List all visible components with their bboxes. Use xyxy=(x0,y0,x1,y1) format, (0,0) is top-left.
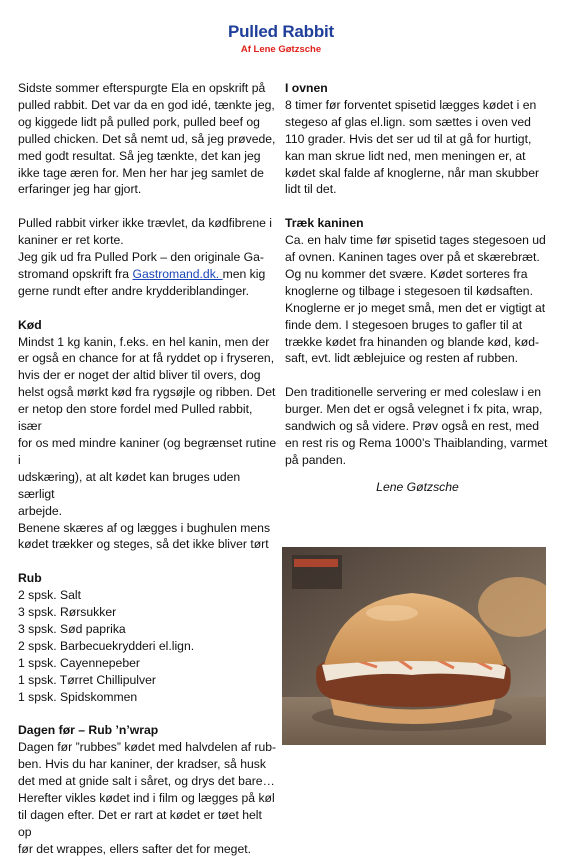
text-line: Knoglerne er jo meget små, men det er vigtigt at xyxy=(285,300,546,315)
text-segment: men kig xyxy=(222,266,266,281)
text-line: kan man skrue lidt ned, men meningen er, at xyxy=(285,148,526,163)
kod-paragraph xyxy=(18,334,278,554)
text-line: hvis der er noget der altid bliver til overs, dog xyxy=(18,368,261,383)
text-line: af ovnen. Kaninen tages over på et skærebræt. xyxy=(285,250,540,265)
text-line: erfaringer jeg har gjort. xyxy=(18,182,142,197)
list-item: 3 spsk. Rørsukker xyxy=(18,605,117,620)
section-heading-kod: Kød xyxy=(18,317,42,332)
text-line: Jeg gik ud fra Pulled Pork – den originale Ga- xyxy=(18,250,264,265)
text-line: på panden. xyxy=(285,452,346,467)
text-line: er også en chance for at få ryddet op i fryseren, xyxy=(18,351,275,366)
text-line: før det wrappes, ellers safter det for meget. xyxy=(18,841,252,856)
text-line: Dagen før ”rubbes” kødet med halvdelen af rub- xyxy=(18,740,277,755)
text-line: Mindst 1 kg kanin, f.eks. en hel kanin, men der xyxy=(18,334,270,349)
list-item: 1 spsk. Spidskommen xyxy=(18,689,138,704)
right-column xyxy=(285,80,550,469)
text-line: en rest ris og Rema 1000’s Thaiblanding, varmet xyxy=(285,436,548,450)
section-heading-ovnen: I ovnen xyxy=(285,81,328,95)
text-line: sandwich og så videre. Prøv også en rest, med xyxy=(285,419,540,434)
text-line: Den traditionelle servering er med coleslaw i en xyxy=(285,385,542,400)
list-item: 3 spsk. Sød paprika xyxy=(18,621,126,636)
text-line: 110 grader. Hvis det ser ud til at gå for hurtigt, xyxy=(285,131,532,146)
author-byline: Af Lene Gøtzsche xyxy=(240,44,322,55)
text-line: finde dem. I stegesoen bruges to gafler til at xyxy=(285,317,523,332)
text-line: helst også mørkt kød fra rygsøjle og ribben. Det xyxy=(18,385,276,400)
text-line: er netop den store fordel med Pulled rabbit, især xyxy=(18,402,253,434)
list-item: 2 spsk. Salt xyxy=(18,588,81,603)
text-line: det med at gnide salt i såret, og drys det bare… xyxy=(18,774,275,789)
list-item: 1 spsk. Tørret Chillipulver xyxy=(18,672,156,687)
text-line: kødet skal falde af knoglerne, når man skubber xyxy=(285,165,540,180)
text-line: pulled chicken. Det så nemt ud, så jeg prøvede, xyxy=(18,131,276,146)
page-title: Pulled Rabbit xyxy=(227,22,335,41)
text-line: Herefter vikles kødet ind i film og lægges på køl xyxy=(18,791,275,805)
text-segment: stromand opskrift fra xyxy=(18,266,133,281)
text-line: lidt til det. xyxy=(285,182,337,197)
text-line: ben. Hvis du har kaniner, der kradser, så husk xyxy=(18,757,266,772)
text-line: gerne rundt efter andre krydderiblandinger. xyxy=(18,283,250,298)
intro-paragraph xyxy=(18,80,278,198)
section-heading-dagen: Dagen før – Rub ’n’wrap xyxy=(18,723,159,738)
list-item: 1 spsk. Cayennepeber xyxy=(18,655,140,670)
dagen-paragraph xyxy=(18,739,278,857)
serving-paragraph xyxy=(285,384,550,469)
fibre-paragraph xyxy=(18,215,278,300)
text-line: kødet trækker og steges, så det ikke bliver tørt xyxy=(18,537,269,552)
text-line-with-link xyxy=(18,266,278,283)
text-line: med godt resultat. Så jeg tænkte, det kan jeg xyxy=(18,148,261,163)
rub-ingredient-list xyxy=(18,587,278,705)
text-line: pulled rabbit. Det var da en god idé, tænkte jeg, xyxy=(18,97,275,112)
traek-paragraph xyxy=(285,232,550,367)
text-line: saft, evt. lidt æblejuice og resten af rubben. xyxy=(285,351,519,366)
text-line: udskæring), at alt kødet kan bruges uden særligt xyxy=(18,469,241,501)
section-heading-rub: Rub xyxy=(18,571,42,586)
gastromand-link[interactable]: Gastromand.dk. xyxy=(132,266,223,281)
text-line: for os med mindre kaniner (og begrænset rutine i xyxy=(18,436,277,467)
text-line: og kiggede lidt på pulled pork, pulled beef og xyxy=(18,114,260,129)
text-line: ikke tage æren for. Men her har jeg samlet de xyxy=(18,165,264,180)
text-line: burger. Men det er også velegnet i fx pita, wrap, xyxy=(285,402,543,417)
text-line: stegeso af glas el.lign. som sættes i oven ved xyxy=(285,114,531,129)
text-line: Pulled rabbit virker ikke trævlet, da kødfibrene i xyxy=(18,216,273,231)
left-column xyxy=(18,80,278,858)
text-line: kaniner er ret korte. xyxy=(18,233,124,248)
text-line: Og nu kommer det svære. Kødet sorteres fra xyxy=(285,266,528,281)
author-signature: Lene Gøtzsche xyxy=(376,480,459,494)
pulled-rabbit-burger-photo xyxy=(282,547,546,745)
text-line: til dagen efter. Det er rart at kødet er tøet helt op xyxy=(18,807,262,839)
ovnen-paragraph xyxy=(285,97,550,198)
text-line: Sidste sommer efterspurgte Ela en opskrift på xyxy=(18,81,266,95)
text-line: knoglerne og tilbage i stegesoen til kødsaften. xyxy=(285,283,533,298)
text-line: arbejde. xyxy=(18,503,63,518)
list-item: 2 spsk. Barbecuekrydderi el.lign. xyxy=(18,638,195,653)
text-line: Benene skæres af og lægges i bughulen mens xyxy=(18,520,271,535)
text-line: Ca. en halv time før spisetid tages stegesoen ud xyxy=(285,233,546,248)
text-line: trække kødet fra hinanden og blande kød, kød- xyxy=(285,334,540,349)
text-line: 8 timer før forventet spisetid lægges kødet i en xyxy=(285,97,537,112)
section-heading-traek: Træk kaninen xyxy=(285,216,364,231)
